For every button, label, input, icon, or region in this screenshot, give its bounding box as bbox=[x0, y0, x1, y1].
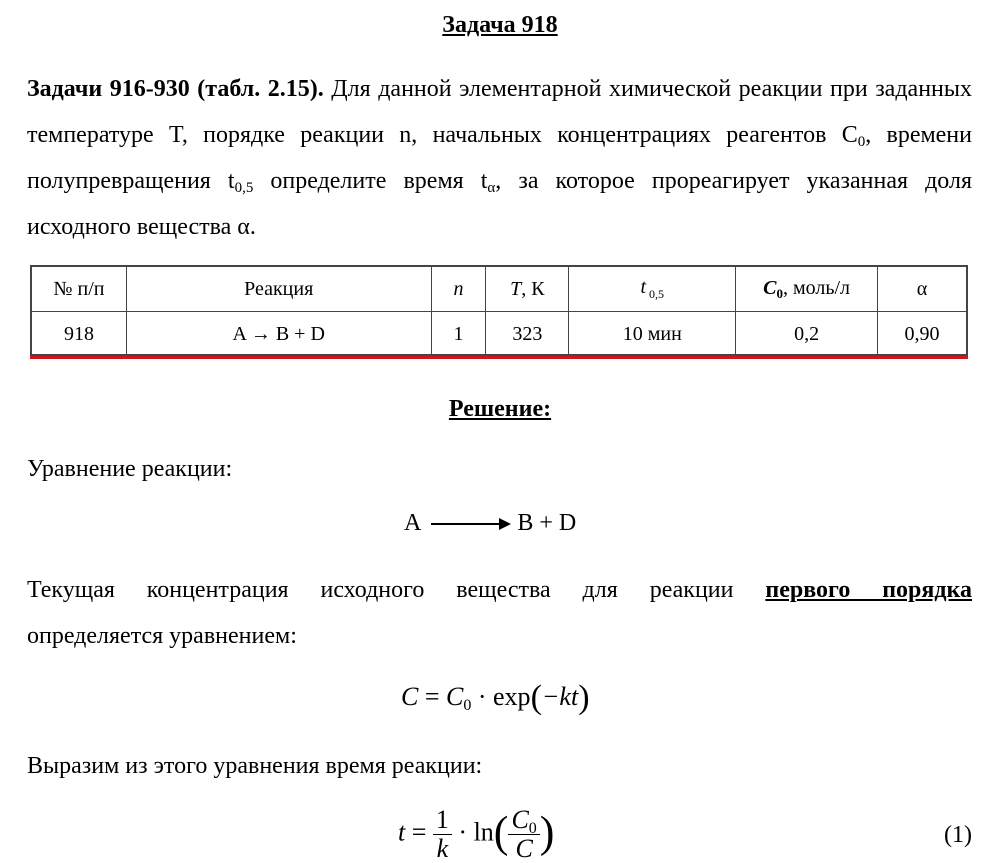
time-expression-label: Выразим из этого уравнения время реакции: bbox=[27, 753, 483, 779]
header-T bbox=[486, 267, 569, 312]
table-red-underline bbox=[30, 356, 968, 359]
eq3-c0-sub: 0 bbox=[528, 820, 537, 837]
header-n: n bbox=[431, 267, 486, 312]
task-sub-05: 0,5 bbox=[234, 180, 254, 196]
header-C-sub: 0 bbox=[776, 285, 783, 301]
header-C-unit: , моль/л bbox=[783, 276, 851, 299]
eq3-left-paren: ( bbox=[493, 807, 509, 857]
eq3-ln: · ln bbox=[451, 817, 494, 847]
cell-n: 1 bbox=[431, 312, 486, 358]
eq2-argument: −kt bbox=[541, 682, 579, 711]
eq3-ratio-num bbox=[508, 806, 539, 835]
task-text-3: определите время t bbox=[253, 168, 488, 194]
header-t-sub: 0,5 bbox=[649, 287, 665, 301]
time-equation bbox=[398, 805, 555, 863]
eq3-equals: = bbox=[405, 817, 433, 847]
header-T-symbol: T bbox=[510, 277, 522, 300]
task-sub-0: 0 bbox=[857, 134, 866, 150]
header-t05 bbox=[569, 267, 736, 312]
header-T-unit: , К bbox=[521, 277, 545, 300]
eq3-lhs: t bbox=[398, 817, 406, 847]
page-title: Задача 918 bbox=[442, 12, 558, 38]
eq2-lhs: C bbox=[401, 682, 419, 711]
eq3-c0: C bbox=[511, 805, 529, 834]
header-C0 bbox=[736, 267, 878, 312]
concentration-equation bbox=[401, 679, 590, 717]
task-text-4: , за которое прореагирует указанная доля исходного вещества α. bbox=[27, 168, 972, 240]
task-sub-alpha: α bbox=[487, 180, 496, 196]
first-order-emphasis: первого порядка bbox=[765, 577, 972, 603]
first-order-line-1 bbox=[27, 567, 972, 613]
eq3-ratio bbox=[508, 806, 539, 863]
cell-num: 918 bbox=[32, 312, 127, 358]
header-t-symbol: t bbox=[640, 276, 647, 298]
eq2-equals: = bbox=[418, 682, 447, 711]
reaction-equation bbox=[404, 510, 576, 537]
products: B + D bbox=[517, 510, 577, 536]
header-C-symbol: C bbox=[763, 276, 777, 299]
eq2-c0-sub: 0 bbox=[463, 697, 472, 714]
table-row bbox=[32, 312, 967, 358]
solution-heading: Решение: bbox=[448, 396, 552, 422]
cell-T: 323 bbox=[486, 312, 569, 358]
eq2-c0: C bbox=[446, 682, 464, 711]
first-order-paragraph bbox=[27, 567, 972, 659]
reactant: A bbox=[404, 510, 422, 536]
cell-t05: 10 мин bbox=[569, 312, 736, 358]
cell-alpha: 0,90 bbox=[878, 312, 967, 358]
task-text-1: Для данной элементарной химической реакции при заданных температуре T, порядке реакции n, начальных концентрациях реагентов C bbox=[27, 76, 973, 148]
header-alpha: α bbox=[878, 267, 967, 312]
data-table bbox=[31, 266, 967, 359]
eq3-right-paren: ) bbox=[539, 807, 555, 857]
eq2-right-paren: ) bbox=[578, 679, 590, 716]
first-order-text-a: Текущая концентрация исходного вещества для реакции bbox=[27, 577, 766, 603]
eq2-exp: · exp bbox=[471, 682, 531, 711]
reaction-equation-label: Уравнение реакции: bbox=[27, 456, 233, 482]
cell-C0: 0,2 bbox=[736, 312, 878, 358]
reaction-arrow-icon bbox=[431, 517, 511, 531]
table-header-row bbox=[32, 267, 967, 312]
equation-number: (1) bbox=[944, 822, 972, 848]
task-statement bbox=[27, 66, 972, 250]
eq3-fraction bbox=[433, 806, 452, 863]
eq2-left-paren: ( bbox=[530, 679, 542, 716]
task-lead: Задачи 916-930 (табл. 2.15). bbox=[27, 76, 324, 102]
eq3-ratio-den: C bbox=[515, 834, 533, 863]
header-num: № п/п bbox=[32, 267, 127, 312]
cell-reaction: A → B + D bbox=[126, 312, 431, 358]
header-reaction: Реакция bbox=[126, 267, 431, 312]
task-text-2: , времени полупревращения t bbox=[27, 122, 972, 194]
first-order-line-2: определяется уравнением: bbox=[27, 623, 297, 649]
eq3-fraction-den: k bbox=[436, 834, 449, 863]
eq3-fraction-num: 1 bbox=[433, 806, 452, 835]
